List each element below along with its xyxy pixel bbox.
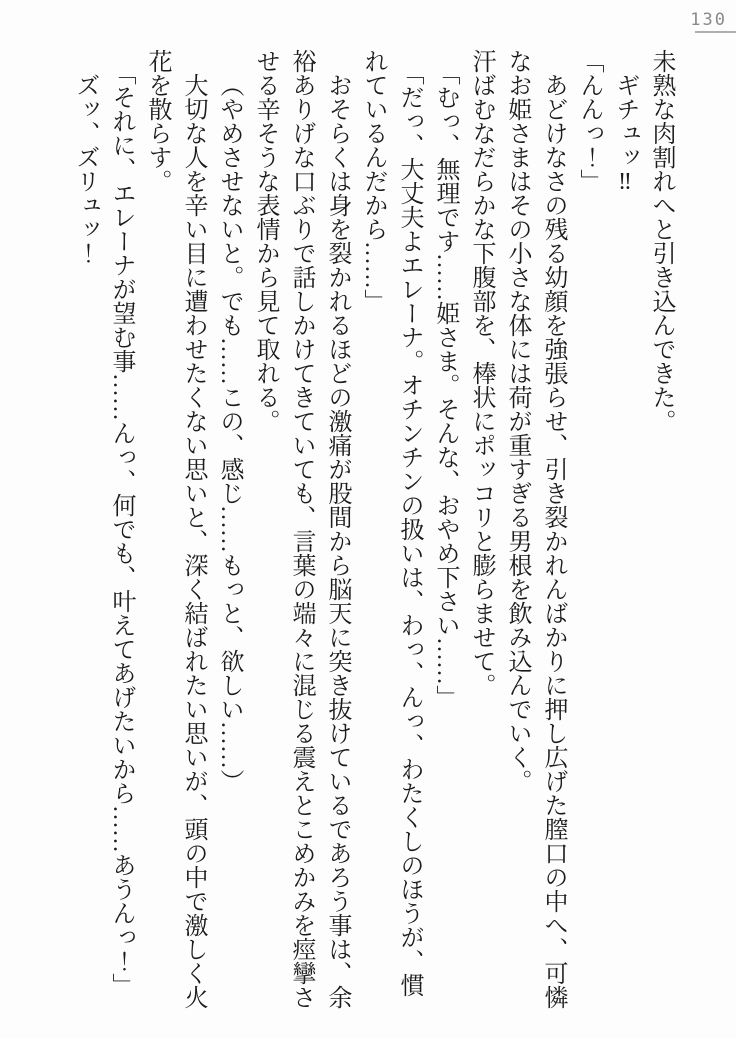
page-number-rule xyxy=(695,31,736,33)
paragraph: 大切な人を辛い目に遭わせたくない思いと、深く結ばれたい思いが、頭の中で激しく火花を散らす。 xyxy=(144,49,206,1009)
paragraph: 未熟な肉割れへと引き込んできた。 xyxy=(648,49,674,433)
paragraph: おそらくは身を裂かれるほどの激痛が股間から脳天に突き抜けているであろう事は、余裕ありげな口ぶりで話しかけてきていても、言葉の端々に混じる震えとこめかみを痙攣させる辛そうな表情から見て取れる。 xyxy=(252,49,350,1009)
paragraph: あどけなさの残る幼顔を強張らせ、引き裂かれんばかりに押し広げた膣口の中へ、可憐なお姫さまはその小さな体には荷が重すぎる男根を飲み込んでいく。 xyxy=(504,49,566,1009)
text-block xyxy=(66,49,679,1017)
paragraph: （やめさせないと。でも……この、感じ……もっと、欲しい……） xyxy=(216,73,242,793)
page-number: 130 xyxy=(690,10,727,30)
paragraph: 「それに、エレーナが望む事……んっ、何でも、叶えてあげたいから……あうんっ！」 xyxy=(108,61,134,997)
paragraph: 「むっ、無理です……姫さま。そんな、おやめ下さい……」 xyxy=(432,61,458,709)
paragraph: 「だっ、大丈夫よエレーナ。オチンチンの扱いは、わっ、んっ、わたくしのほうが、慣れているんだから……」 xyxy=(360,49,422,997)
paragraph: 汗ばむなだらかな下腹部を、棒状にポッコリと膨らませて。 xyxy=(468,49,494,697)
paragraph: ギチュッ‼ xyxy=(612,73,638,195)
paragraph: ズッ、ズリュッ！ xyxy=(72,73,98,265)
paragraph: 「んんっ！」 xyxy=(576,49,602,193)
